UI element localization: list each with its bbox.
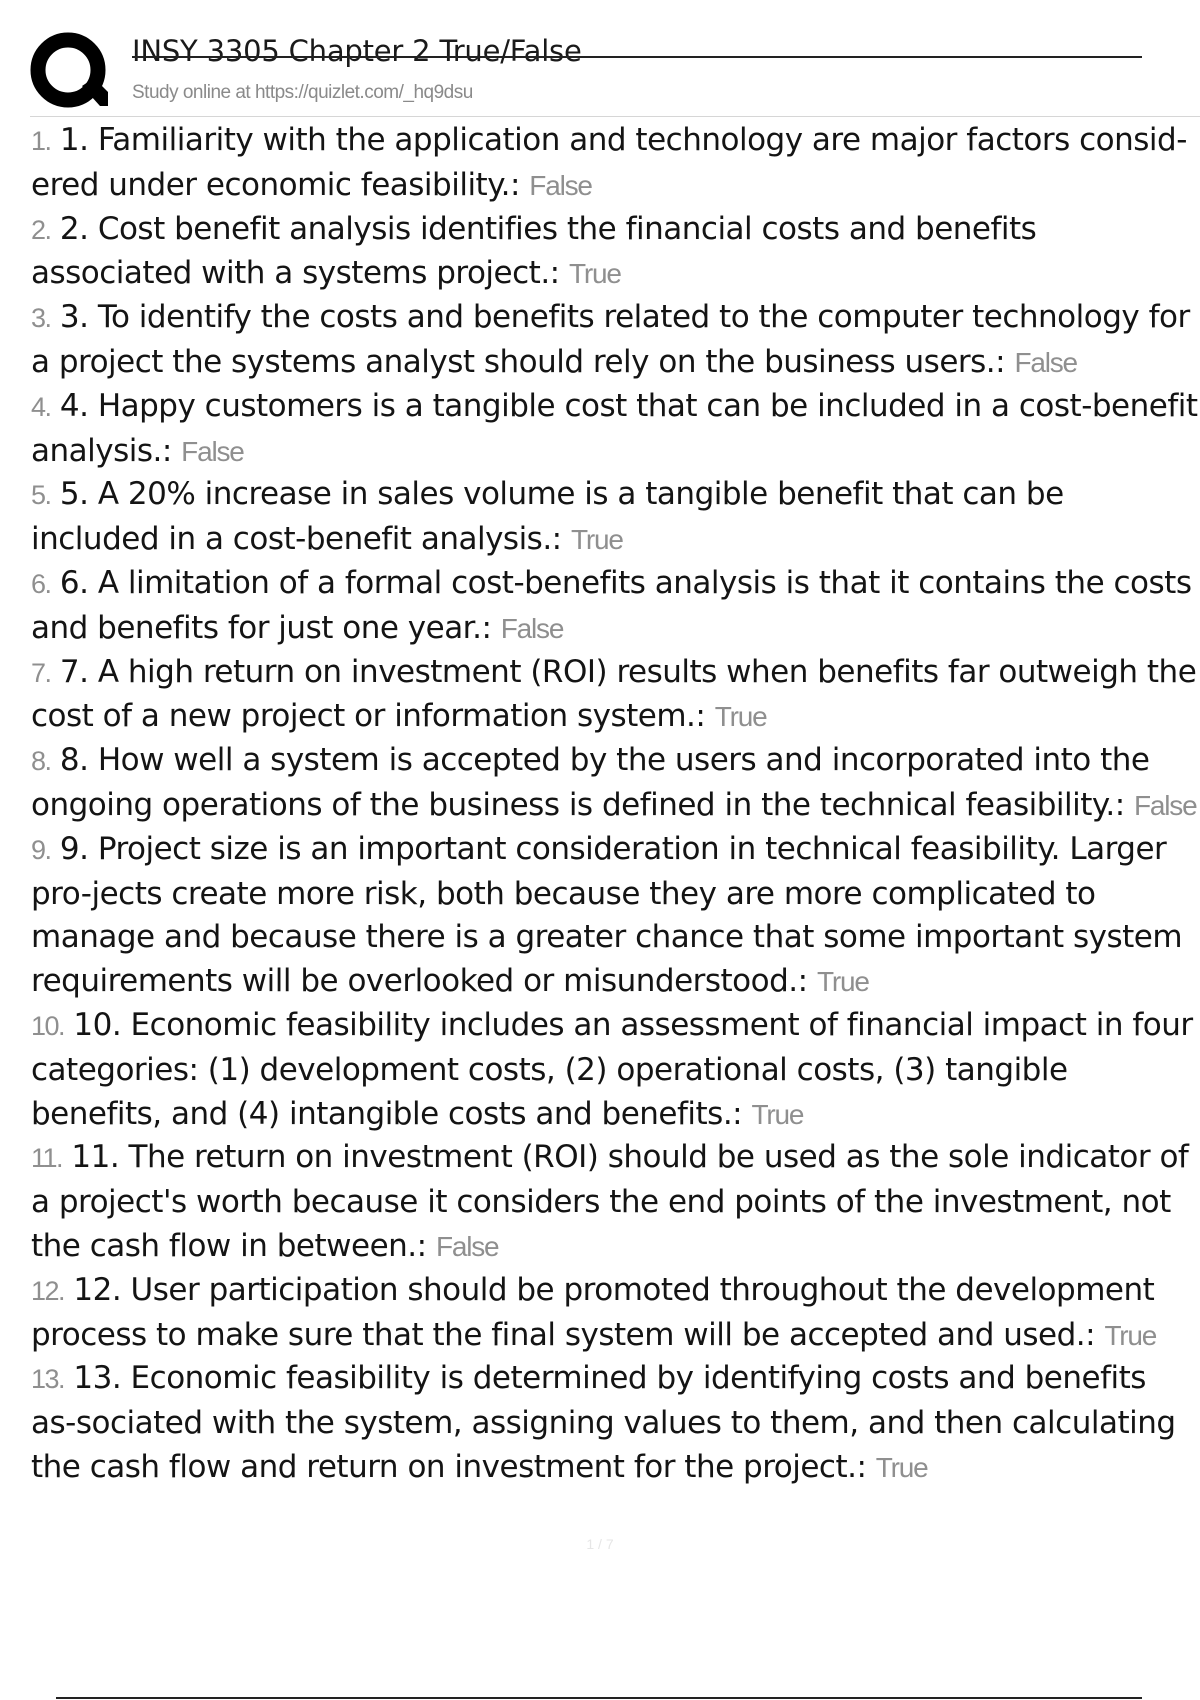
page-number: 1 / 7: [586, 1536, 614, 1552]
header-divider: [30, 116, 1200, 117]
card-answer: True: [714, 701, 767, 733]
flashcard-item: [31, 1357, 1200, 1489]
card-number: 9.: [31, 834, 51, 865]
card-number: 12.: [31, 1275, 65, 1306]
flashcard-item: [31, 1004, 1200, 1136]
card-answer: True: [568, 258, 621, 290]
document-title: INSY 3305 Chapter 2 True/False: [132, 34, 582, 68]
card-question: 3. To identify the costs and benefits related to the computer technology for a project the systems analyst should rely on the business users.:: [31, 299, 1190, 380]
flashcard-item: [31, 828, 1200, 1004]
card-answer: True: [816, 966, 869, 998]
flashcard-item: [31, 562, 1200, 651]
card-number: 6.: [31, 568, 51, 599]
card-answer: True: [751, 1098, 804, 1130]
card-question: 6. A limitation of a formal cost-benefits analysis is that it contains the costs and benefits for just one year.:: [31, 564, 1192, 646]
flashcard-item: [31, 1136, 1200, 1268]
card-number: 11.: [31, 1143, 63, 1174]
footer-divider: [56, 1697, 1142, 1699]
flashcard-item: [31, 385, 1200, 474]
card-question: 10. Economic feasibility includes an assessment of financial impact in four categories: (1) development costs, (2) operational costs, (3) tangible benefits, and (4) intangible costs and benefits.:: [31, 1006, 1193, 1132]
card-number: 5.: [31, 480, 51, 511]
card-answer: True: [1104, 1319, 1157, 1351]
card-answer: True: [571, 524, 623, 556]
flashcard-item: [31, 296, 1200, 385]
card-question: 9. Project size is an important consideration in technical feasibility. Larger pro-jects create more risk, both because they are more complicated to manage and because there is a greater chance that some important system requirements will be overlooked or misunderstood.:: [31, 830, 1183, 1000]
card-number: 13.: [31, 1364, 65, 1395]
card-number: 2.: [31, 214, 51, 245]
card-number: 10.: [31, 1010, 65, 1041]
flashcard-item: [31, 739, 1200, 828]
card-question: 2. Cost benefit analysis identifies the financial costs and benefits associated with a systems project.:: [31, 210, 1037, 292]
card-number: 4.: [31, 391, 51, 422]
card-answer: False: [500, 612, 564, 644]
card-answer: False: [1134, 789, 1197, 821]
card-answer: False: [181, 435, 244, 467]
title-strike-line: [132, 56, 1142, 58]
flashcard-item: [31, 119, 1200, 208]
card-question: 11. The return on investment (ROI) should be used as the sole indicator of a project's worth because it considers the end points of the investment, not the cash flow in between.:: [31, 1139, 1189, 1264]
card-number: 3.: [31, 303, 51, 334]
card-question: 13. Economic feasibility is determined by identifying costs and benefits as-sociated with the system, assigning values to them, and then calculating the cash flow and return on investment for the project.:: [31, 1360, 1176, 1485]
card-number: 1.: [31, 126, 51, 156]
study-online-link[interactable]: Study online at https://quizlet.com/_hq9dsu: [132, 82, 473, 103]
card-answer: False: [1014, 346, 1077, 378]
flashcard-item: [31, 473, 1200, 562]
document-header: [0, 0, 1200, 118]
flashcard-item: [31, 651, 1200, 740]
quizlet-logo-icon: [30, 30, 112, 112]
card-question: 1. Familiarity with the application and technology are major factors consid-ered under economic feasibility.:: [31, 122, 1187, 203]
card-question: 4. Happy customers is a tangible cost that can be included in a cost-benefit analysis.:: [31, 387, 1198, 469]
flashcard-item: [31, 1269, 1200, 1358]
card-answer: False: [529, 169, 592, 201]
card-question: 12. User participation should be promoted throughout the development process to make sure that the final system will be accepted and used.:: [31, 1271, 1155, 1353]
card-answer: False: [435, 1230, 499, 1262]
card-question: 8. How well a system is accepted by the users and incorporated into the ongoing operations of the business is defined in the technical feasibility.:: [31, 742, 1150, 823]
card-number: 8.: [31, 746, 51, 777]
flashcard-item: [31, 208, 1200, 297]
card-question: 7. A high return on investment (ROI) results when benefits far outweigh the cost of a new project or information system.:: [31, 653, 1197, 735]
card-number: 7.: [31, 657, 51, 688]
card-answer: True: [875, 1451, 928, 1483]
card-question: 5. A 20% increase in sales volume is a tangible benefit that can be included in a cost-benefit analysis.:: [31, 476, 1064, 558]
flashcard-list: [31, 119, 1200, 1490]
